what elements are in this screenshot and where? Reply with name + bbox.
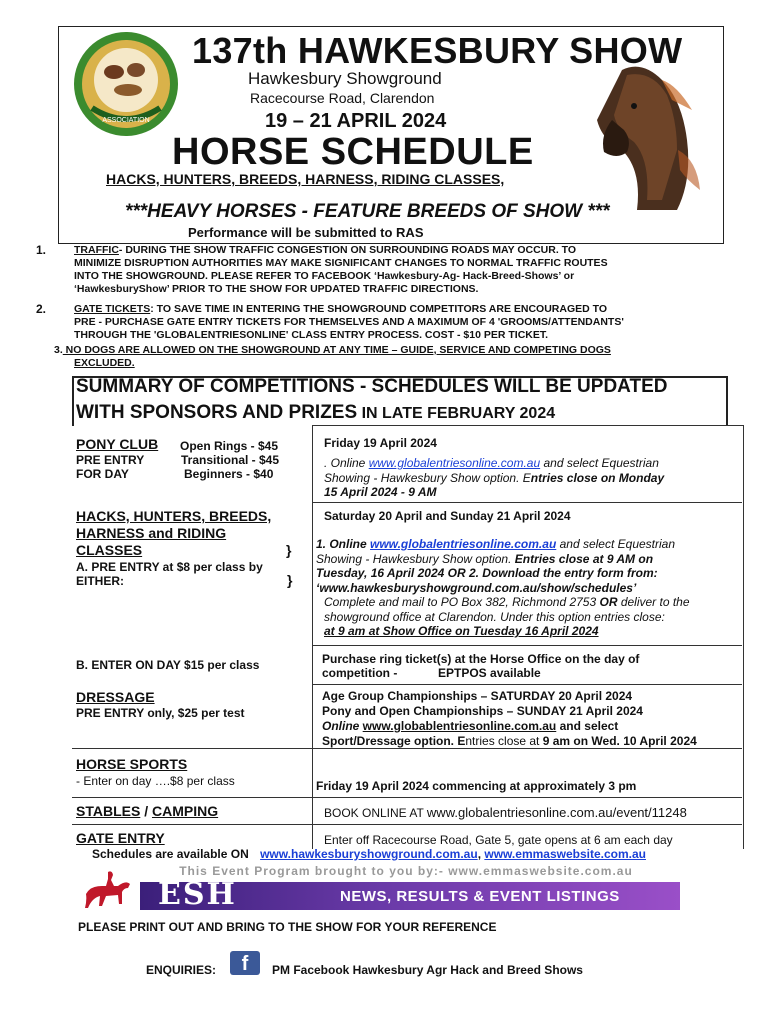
horse-head-illustration — [582, 60, 704, 215]
ring-ticket-competition: competition - — [322, 666, 398, 680]
banner-news: NEWS, RESULTS & EVENT LISTINGS — [340, 888, 620, 905]
facebook-contact: PM Facebook Hawkesbury Agr Hack and Breed Shows — [272, 963, 583, 977]
horse-sports-price: - Enter on day ….$8 per class — [76, 774, 235, 788]
print-note: PLEASE PRINT OUT AND BRING TO THE SHOW FOR YOUR REFERENCE — [78, 920, 497, 934]
svg-text:ASSOCIATION: ASSOCIATION — [102, 117, 150, 124]
pony-pre-entry: PRE ENTRY — [76, 453, 145, 467]
gate-entry-info: Enter off Racecourse Road, Gate 5, gate opens at 6 am each day — [324, 833, 673, 847]
divider — [72, 797, 742, 798]
summary-subheading: WITH SPONSORS AND PRIZES IN LATE FEBRUARY 2024 — [76, 402, 556, 423]
pony-date: Friday 19 April 2024 — [324, 436, 437, 450]
brace: } — [287, 572, 293, 588]
esh-logo: ESH — [158, 877, 237, 912]
notice-lead: GATE TICKETS — [74, 303, 151, 315]
showground-link[interactable]: www.hawkesburyshowground.com.au — [260, 847, 478, 861]
enquiries-label: ENQUIRIES: — [146, 963, 217, 977]
ring-ticket-info: Purchase ring ticket(s) at the Horse Office on the day of — [322, 652, 640, 666]
hacks-pre-entry: A. PRE ENTRY at $8 per class by — [76, 560, 263, 574]
hacks-either: EITHER: — [76, 574, 124, 588]
dressage-entries-link[interactable]: www.globablentriesonline.com.au — [362, 719, 557, 733]
association-logo — [72, 30, 180, 138]
pony-transitional-price: Transitional - $45 — [181, 453, 280, 467]
emmas-website-link[interactable]: www.emmaswebsite.com.au — [484, 847, 646, 861]
global-entries-link[interactable]: www.globalentriesonline.com.au — [370, 537, 557, 551]
stables-label: STABLES / CAMPING — [76, 803, 219, 819]
hacks-on-day: B. ENTER ON DAY $15 per class — [76, 658, 260, 672]
divider — [312, 645, 742, 646]
performance-note: Performance will be submitted to RAS — [188, 225, 424, 240]
global-entries-link[interactable]: www.globalentriesonline.com.au — [368, 456, 541, 470]
divider — [72, 824, 742, 825]
summary-heading: SUMMARY OF COMPETITIONS - SCHEDULES WILL BE UPDATED — [76, 376, 668, 397]
hacks-entry-info: 1. Online www.globalentriesonline.com.au and select Equestrian Showing - Hawkesbury Show option. Entries close at 9 AM on Tuesday, 16 April 2024 OR 2. Download the entry form from: ‘www.hawkesburyshowground.com.au/show/schedules’ Complete and mail to PO Box 382, Richmond 2753 OR deliver to the showground office at Clarendon. Under this option entries close: at 9 am at Show Office on Tuesday 16 April 2024 — [316, 537, 690, 638]
heavy-horses-line: ***HEAVY HORSES - FEATURE BREEDS OF SHOW *** — [125, 201, 610, 222]
banner-tagline: This Event Program brought to you by:- www.emmaswebsite.com.au — [138, 864, 674, 880]
stables-booking-link[interactable]: www.globalentriesonline.com.au/event/11248 — [426, 805, 687, 820]
dressage-info: Age Group Championships – SATURDAY 20 April 2024 Pony and Open Championships – SUNDAY 21 April 2024 Online www.globablentriesonline.com.au and select Sport/Dressage option. Entries close at 9 am on Wed. 10 April 2024 — [322, 689, 697, 748]
notice-number: 3. — [54, 344, 63, 356]
venue-name: Hawkesbury Showground — [248, 69, 442, 88]
schedules-url: ‘www.hawkesburyshowground.com.au/show/schedules’ — [316, 580, 637, 595]
pony-entry-info: . Online www.globalentriesonline.com.au and select Equestrian Showing - Hawkesbury Show option. Entries close on Monday 15 April 2024 - 9 AM — [324, 456, 665, 499]
pony-beginners-price: Beginners - $40 — [184, 467, 274, 481]
horse-sports-date: Friday 19 April 2024 commencing at approximately 3 pm — [316, 779, 637, 793]
notice-traffic: TRAFFIC- DURING THE SHOW TRAFFIC CONGESTION ON SURROUNDING ROADS MAY OCCUR. TO MINIMIZE DISRUPTION AUTHORITIES MAY MAKE SIGNIFICANT CHANGES TO NORMAL TRAFFIC ROUTES INTO THE SHOWGROUND. PLEASE REFER TO FACEBOOK ‘Hawkesbury-Ag- Hack-Breed-Shows’ or ‘HawkesburyShow’ PRIOR TO THE SHOW FOR UPDATED TRAFFIC DIRECTIONS. — [74, 244, 608, 295]
show-dates: 19 – 21 APRIL 2024 — [265, 110, 447, 132]
dressage-price: PRE ENTRY only, $25 per test — [76, 706, 245, 720]
notice-number: 2. — [36, 302, 47, 316]
divider — [312, 502, 742, 503]
pony-club-label: PONY CLUB — [76, 436, 159, 452]
notice-gate-tickets: GATE TICKETS: TO SAVE TIME IN ENTERING THE SHOWGROUND COMPETITORS ARE ENCOURAGED TO PRE - PURCHASE GATE ENTRY TICKETS FOR THEMSELVES AND A MAXIMUM OF 4 'GROOMS/ATTENDANTS' THROUGH THE 'GLOBALENTRIESONLINE' CLASS ENTRY PROCESS. COST - $10 PER TICKET. — [74, 303, 624, 341]
horse-sports-label: HORSE SPORTS — [76, 756, 188, 772]
notice-dogs: 3. NO DOGS ARE ALLOWED ON THE SHOWGROUND AT ANY TIME – GUIDE, SERVICE AND COMPETING DOGS EXCLUDED. — [54, 344, 611, 369]
pony-for-day: FOR DAY — [76, 467, 129, 481]
stables-booking: BOOK ONLINE AT www.globalentriesonline.com.au/event/11248 — [324, 805, 687, 820]
dressage-label: DRESSAGE — [76, 689, 155, 705]
hacks-label: HACKS, HUNTERS, BREEDS, HARNESS and RIDING CLASSES — [76, 508, 272, 558]
eftpos-note: EPTPOS available — [438, 666, 541, 680]
notice-number: 1. — [36, 243, 47, 257]
facebook-icon[interactable]: f — [230, 951, 260, 975]
horse-rider-icon — [78, 864, 138, 914]
brace: } — [286, 542, 292, 558]
hacks-date: Saturday 20 April and Sunday 21 April 2024 — [324, 509, 571, 523]
schedule-heading: HORSE SCHEDULE — [172, 131, 534, 173]
notice-lead: TRAFFIC — [74, 244, 119, 256]
gate-entry-label: GATE ENTRY — [76, 830, 165, 846]
sponsor-banner[interactable] — [78, 864, 674, 914]
schedules-availability: Schedules are available ON www.hawkesburyshowground.com.au, www.emmaswebsite.com.au — [92, 847, 646, 861]
pony-open-price: Open Rings - $45 — [180, 439, 279, 453]
classes-line: HACKS, HUNTERS, BREEDS, HARNESS, RIDING CLASSES, — [106, 171, 505, 187]
venue-address: Racecourse Road, Clarendon — [250, 90, 435, 106]
divider — [312, 684, 742, 685]
show-title: 137th HAWKESBURY SHOW — [192, 30, 683, 71]
